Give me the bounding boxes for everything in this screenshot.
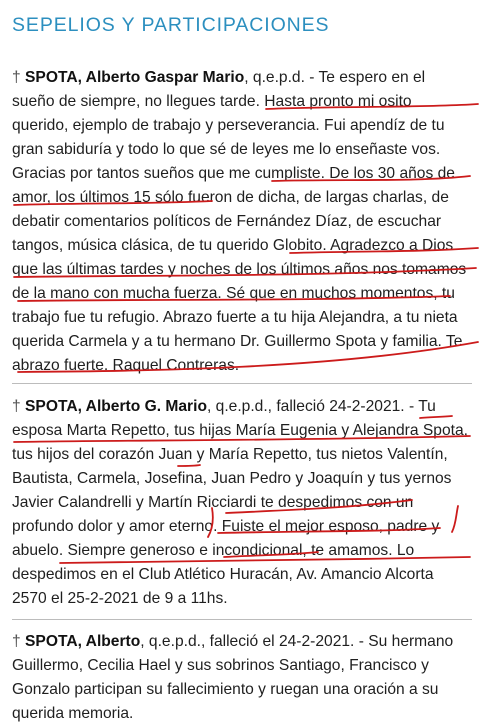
cross-icon: † [12,69,21,86]
notice-text: , q.e.p.d., falleció el 24-2-2021. - Su hermano Guillermo, Cecilia Hael y sus sobrinos Santiago, Francisco y Gonzalo participan su fallecimiento y ruegan una oración a su querida memoria. [12,633,454,722]
obituary-notice-2 [12,395,470,611]
cross-icon: † [12,398,21,415]
deceased-name: SPOTA, Alberto [25,633,141,650]
notice-text: , q.e.p.d., falleció 24-2-2021. - Tu esposa Marta Repetto, tus hijas María Eugenia y Alejandra Spota, tus hijos del corazón Juan y María Repetto, tus nietos Valentín, Bautista, Carmela, Josefina, Juan Pedro y Joaquín y tus yernos Javier Calandrelli y Martín Ricciardi te despedimos con un profundo dolor y amor eterno. Fuiste el mejor esposo, padre y abuelo. Siempre generoso e incondicional, te amamos. Lo despedimos en el Club Atlético Huracán, Av. Amancio Alcorta 2570 el 25-2-2021 de 9 a 11hs. [12,398,468,607]
obituary-notice-1 [12,66,470,378]
obituary-notice-3 [12,630,470,726]
notice-text: , q.e.p.d. - Te espero en el sueño de siempre, no llegues tarde. Hasta pronto mi osito querido, ejemplo de trabajo y perseverancia. Fui apendíz de tu gran sabiduría y todo lo que sé de leyes me lo enseñaste vos. Gracias por tantos sueños que me cumpliste. De los 30 años de amor, los últimos 15 sólo fueron de dicha, de largas charlas, de debatir comentarios políticos de Fernández Díaz, de escuchar tangos, música clásica, de tu querido Globito. Agradezco a Dios que las últimas tardes y noches de los últimos años nos tomamos de la mano con mucha fuerza. Sé que en muchos momentos, tu trabajo fue tu refugio. Abrazo fuerte a tu hija Alejandra, a tu nieta querida Carmela y a tu hermano Dr. Guillermo Spota y familia. Te abrazo fuerte. Raquel Contreras. [12,69,467,374]
cross-icon: † [12,633,21,650]
notice-divider [12,383,472,384]
deceased-name: SPOTA, Alberto Gaspar Mario [25,69,245,86]
deceased-name: SPOTA, Alberto G. Mario [25,398,207,415]
section-title: SEPELIOS Y PARTICIPACIONES [12,14,330,36]
notice-divider [12,619,472,620]
